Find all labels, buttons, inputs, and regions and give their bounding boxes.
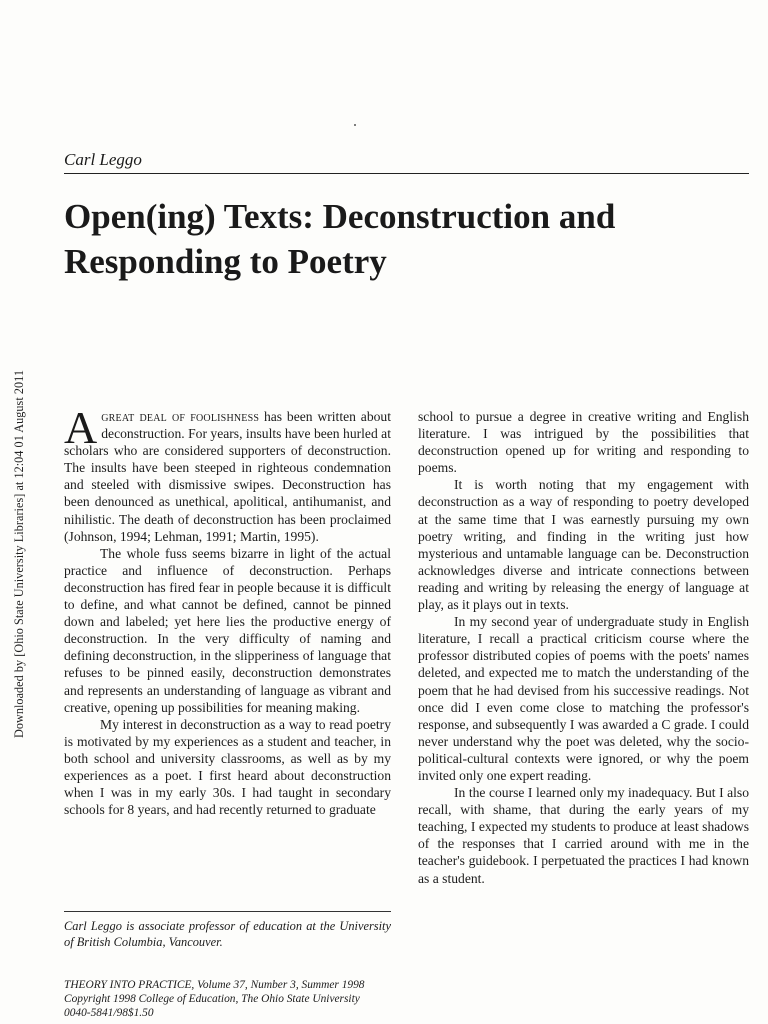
journal-line: THEORY INTO PRACTICE, Volume 37, Number 3, Summer 1998 (64, 979, 365, 991)
paragraph-text: has been written about deconstruction. For years, insults have been hurled at scholars who are considered supporters of deconstruction. The insults have been steeped in righteous condemnation and steeled with dismissive swipes. Deconstruction has been denounced as unethical, apolitical, antihumanist, and nihilistic. The death of deconstruction has been proclaimed (Johnson, 1994; Lehman, 1991; Martin, 1995). (64, 409, 391, 544)
paragraph: It is worth noting that my engagement with deconstruction as a way of responding to poetry developed at the same time that I was earnestly pursuing my own poetry writing, and finding in the writing just how mysterious and untamable language can be. Deconstruction acknowledges diverse and intricate connections between reading and writing by releasing the energy of language at play, as it plays out in texts. (418, 477, 749, 613)
speck-mark (354, 124, 356, 126)
issn-line: 0040-5841/98$1.50 (64, 1007, 154, 1019)
paragraph (64, 402, 391, 545)
paragraph: In the course I learned only my inadequacy. But I also recall, with shame, that during the early years of my teaching, I expected my students to produce at least shadows of the responses that I carried around with me in the teacher's guidebook. I perpetuated the practices I had known as a student. (418, 785, 749, 886)
footnote-rule (64, 911, 391, 912)
header-rule (64, 173, 749, 174)
author-footnote: Carl Leggo is associate professor of education at the University of British Columbia, Vancouver. (64, 919, 391, 949)
download-note-text: Downloaded by [Ohio State University Libraries] at 12:04 01 August 2011 (12, 370, 26, 738)
paragraph: In my second year of undergraduate study in English literature, I recall a practical criticism course where the professor distributed copies of poems with the poets' names deleted, and expected me to match the understanding of the poem that he had devised from his successive readings. Not once did I even come close to matching the professor's response, and subsequently I was awarded a C grade. I could never understand why the poet was deleted, why the socio-political-cultural contexts were ignored, or why the poem invited only one expert reading. (418, 614, 749, 783)
paragraph: The whole fuss seems bizarre in light of the actual practice and influence of deconstruction. Perhaps deconstruction has fired fear in people because it is difficult to define, and what cannot be defined, cannot be pinned down and labeled; yet here lies the productive energy of deconstruction. In the very difficulty of naming and defining deconstruction, in the slipperiness of language that refuses to be pinned easily, deconstruction demonstrates and represents an understanding of language as vibrant and creative, opening up possibilities for meaning making. (64, 545, 391, 715)
download-watermark (2, 298, 26, 738)
body-column-left (64, 402, 391, 818)
author-name: Carl Leggo (64, 150, 142, 169)
paragraph: My interest in deconstruction as a way to read poetry is motivated by my experiences as a student and teacher, in both school and university classrooms, as well as by my experiences as a poet. I first heard about deconstruction when I was in my early 30s. I had taught in secondary schools for 8 years, and had recently returned to graduate (64, 716, 391, 818)
article-title: Open(ing) Texts: Deconstruction and Responding to Poetry (64, 197, 616, 281)
drop-cap: A (64, 402, 98, 453)
journal-citation (64, 978, 664, 1020)
lead-in-smallcaps: great deal of foolishness (101, 409, 260, 424)
copyright-line: Copyright 1998 College of Education, The Ohio State University (64, 993, 360, 1005)
body-column-right (418, 408, 749, 887)
paragraph: school to pursue a degree in creative writing and English literature. I was intrigued by the possibilities that deconstruction opened up for writing and responding to poems. (418, 409, 749, 476)
